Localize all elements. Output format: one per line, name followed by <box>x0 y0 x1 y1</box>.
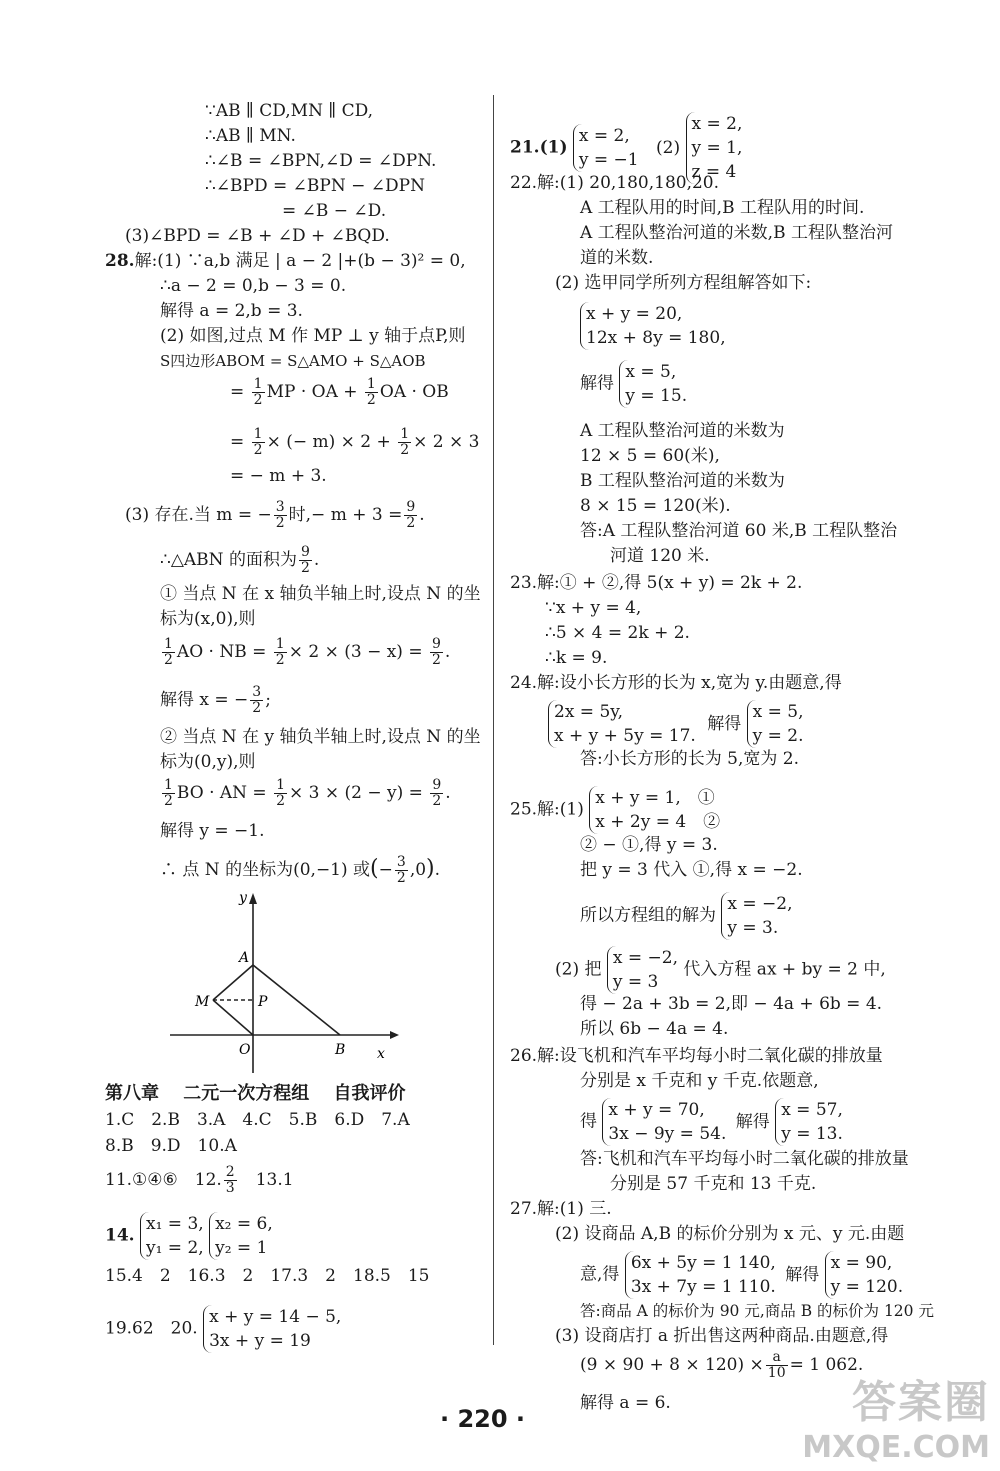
text-line: 解得 y = −1. <box>160 821 265 841</box>
text-line: 道的米数. <box>580 248 654 268</box>
formula-line: 25.解:(1) x + y = 1, ① x + 2y = 4 ② <box>510 788 721 832</box>
fraction: $\frac{9}{2}$ <box>300 544 310 576</box>
text-line: B 工程队整治河道的米数为 <box>580 471 785 491</box>
label-a: A <box>239 950 250 966</box>
fraction: $\frac{9}{2}$ <box>406 499 416 531</box>
formula-line <box>580 302 726 350</box>
fraction: $\frac{1}{2}$ <box>275 636 285 668</box>
text-line: A 工程队整治河道的米数,B 工程队整治河 <box>580 223 893 243</box>
text-line: 1.C 2.B 3.A 4.C 5.B 6.D 7.A <box>105 1110 410 1130</box>
equation-system: x = 5, y = 15. <box>619 360 687 408</box>
text-line: 得 − 2a + 3b = 2,即 − 4a + 6b = 4. <box>580 994 883 1014</box>
label-o: O <box>239 1042 251 1058</box>
text-line: 分别是 x 千克和 y 千克.依题意, <box>580 1071 819 1091</box>
text-line: 答:商品 A 的标价为 90 元,商品 B 的标价为 120 元 <box>580 1302 934 1320</box>
label-m: M <box>195 994 210 1010</box>
equation-system: x = 5, y = 2. <box>747 700 804 748</box>
formula-line: ∴ 点 N 的坐标为(0,−1) 或(− $\frac{3}{2}$ ,0). <box>160 854 441 886</box>
text-line: (2) 如图,过点 M 作 MP ⊥ y 轴于点P,则 <box>160 326 466 346</box>
text-line: 标为(0,y),则 <box>160 752 256 772</box>
fraction: $\frac{3}{2}$ <box>396 854 406 886</box>
formula-line: 解得 x = 5, y = 15. <box>580 362 688 406</box>
equation-system: x + y = 14 − 5, 3x + y = 19 <box>203 1305 341 1353</box>
fraction: $\frac{9}{2}$ <box>432 777 442 809</box>
fraction: $\frac{2}{3}$ <box>225 1164 235 1196</box>
text-line: 分别是 57 千克和 13 千克. <box>610 1174 817 1194</box>
text-line: 8.B 9.D 10.A <box>105 1136 237 1156</box>
fraction: $\frac{a}{10}$ <box>767 1349 786 1381</box>
text-line: 所以 6b − 4a = 4. <box>580 1019 729 1039</box>
text-line: 河道 120 米. <box>610 546 710 566</box>
text-line: 解:(1) ∵a,b 满足 | a − 2 |+(b − 3)² = 0, <box>134 251 466 271</box>
equation-system: x + y = 70, 3x − 9y = 54. <box>602 1098 726 1146</box>
fraction: $\frac{1}{2}$ <box>253 426 263 458</box>
equation-system: x = 57, y = 13. <box>775 1098 843 1146</box>
text-line: ∴5 × 4 = 2k + 2. <box>545 623 690 643</box>
formula-line: 得 x + y = 70, 3x − 9y = 54. 解得 x = 57, y = 13. <box>580 1100 843 1144</box>
formula-line: (9 × 90 + 8 × 120) × $\frac{a}{10}$ = 1 062. <box>580 1349 864 1381</box>
question-28 <box>105 250 466 272</box>
text-line: ∵AB ∥ CD,MN ∥ CD, <box>205 101 374 121</box>
fraction: $\frac{3}{2}$ <box>275 499 285 531</box>
text-line: ∵x + y = 4, <box>545 598 642 618</box>
text-line: ∴∠B = ∠BPN,∠D = ∠DPN. <box>205 151 437 171</box>
text-line: A 工程队用的时间,B 工程队用的时间. <box>580 198 865 218</box>
label-y: y <box>239 890 247 906</box>
formula-line: 2x = 5y, x + y + 5y = 17. 解得 x = 5, y = 2. <box>548 700 804 748</box>
equation-system: x₂ = 6, y₂ = 1 <box>209 1212 273 1260</box>
label-x: x <box>377 1046 385 1062</box>
text-line: ∴AB ∥ MN. <box>205 126 296 146</box>
equation-system: 6x + 5y = 1 140, 3x + 7y = 1 110. <box>625 1251 776 1299</box>
text-line: 答:A 工程队整治河道 60 米,B 工程队整治 <box>580 521 898 541</box>
coordinate-figure <box>165 888 405 1078</box>
formula-line: 11.①④⑥ 12. $\frac{2}{3}$ 13.1 <box>105 1164 294 1196</box>
text-line: 23.解:① + ②,得 5(x + y) = 2k + 2. <box>510 573 803 593</box>
column-divider <box>493 95 494 1345</box>
text-line: = − m + 3. <box>230 466 327 486</box>
equation-system: x = 2, y = −1 <box>573 124 639 172</box>
formula-line: 意,得 6x + 5y = 1 140, 3x + 7y = 1 110. 解得 x = 90, y = 120. <box>580 1253 904 1297</box>
equation-system: x + y = 20, 12x + 8y = 180, <box>580 302 726 350</box>
text-line: 解得 a = 2,b = 3. <box>160 301 303 321</box>
fraction: $\frac{1}{2}$ <box>164 777 173 809</box>
fraction: $\frac{3}{2}$ <box>252 684 262 716</box>
formula-line: ∴△ABN 的面积为 $\frac{9}{2}$ . <box>160 544 320 576</box>
formula-line: 所以方程组的解为 x = −2, y = 3. <box>580 894 793 938</box>
text-line: (2) 设商品 A,B 的标价分别为 x 元、y 元.由题 <box>555 1224 905 1244</box>
question-number: 28. <box>105 251 135 271</box>
fraction: $\frac{1}{2}$ <box>400 426 410 458</box>
text-line: (3)∠BPD = ∠B + ∠D + ∠BQD. <box>125 226 390 246</box>
text-line: 22.解:(1) 20,180,180,20. <box>510 173 720 193</box>
formula-line: (2) 把 x = −2, y = 3 代入方程 ax + by = 2 中, <box>555 948 886 992</box>
formula-line: $\frac{1}{2}$ BO · AN = $\frac{1}{2}$ × 3 × (2 − y) = $\frac{9}{2}$ . <box>164 777 451 809</box>
text-line: 标为(x,0),则 <box>160 609 256 629</box>
text-line: = ∠B − ∠D. <box>282 201 387 221</box>
text-line: ∴a − 2 = 0,b − 3 = 0. <box>160 276 347 296</box>
equation-system: x₁ = 3, y₁ = 2, <box>140 1212 204 1260</box>
text-line: 15.4 2 16.3 2 17.3 2 18.5 15 <box>105 1266 430 1286</box>
chapter-heading: 第八章 二元一次方程组 自我评价 <box>105 1083 406 1104</box>
text-line: ∴k = 9. <box>545 648 608 668</box>
text-line: 答:飞机和汽车平均每小时二氧化碳的排放量 <box>580 1149 909 1169</box>
segment-am <box>213 965 253 1000</box>
x-axis-arrow <box>390 1031 399 1039</box>
text-line: A 工程队整治河道的米数为 <box>580 421 785 441</box>
text-line: 26.解:设飞机和汽车平均每小时二氧化碳的排放量 <box>510 1046 883 1066</box>
formula-line: = $\frac{1}{2}$ × (− m) × 2 + $\frac{1}{2}$ × 2 × 3 <box>230 426 480 458</box>
equation-system: x = −2, y = 3 <box>607 946 678 994</box>
text-line: 24.解:设小长方形的长为 x,宽为 y.由题意,得 <box>510 673 842 693</box>
watermark-logo: 答案圈 MXQE.COM <box>802 1377 990 1465</box>
equation-system: x = 90, y = 120. <box>825 1251 904 1299</box>
text-line: 12 × 5 = 60(米), <box>580 446 720 466</box>
fraction: $\frac{1}{2}$ <box>276 777 286 809</box>
segment-mo <box>213 1000 253 1035</box>
text-line: S四边形ABOM = S△AMO + S△AOB <box>160 352 426 370</box>
formula-line: = $\frac{1}{2}$ MP · OA + $\frac{1}{2}$ OA · OB <box>230 376 449 408</box>
fraction: $\frac{1}{2}$ <box>164 636 173 668</box>
label-b: B <box>335 1042 346 1058</box>
y-axis-arrow <box>249 893 257 904</box>
formula-line: (3) 存在.当 m = − $\frac{3}{2}$ 时,− m + 3 = $\frac{9}{2}$ . <box>125 499 425 531</box>
text-line: ∴∠BPD = ∠BPN − ∠DPN <box>205 176 425 196</box>
equation-system: 2x = 5y, x + y + 5y = 17. <box>548 700 696 748</box>
equation-system: x = −2, y = 3. <box>721 892 792 940</box>
fraction: $\frac{1}{2}$ <box>366 376 376 408</box>
formula-line: 19.62 20. x + y = 14 − 5, 3x + y = 19 <box>105 1307 342 1351</box>
fraction: $\frac{9}{2}$ <box>432 636 441 668</box>
equation-system: x + y = 1, ① x + 2y = 4 ② <box>589 786 720 834</box>
text-line: ① 当点 N 在 x 轴负半轴上时,设点 N 的坐 <box>160 584 481 604</box>
formula-line: 14. x₁ = 3, y₁ = 2, x₂ = 6, y₂ = 1 <box>105 1214 273 1258</box>
text-line: ② 当点 N 在 y 轴负半轴上时,设点 N 的坐 <box>160 727 481 747</box>
label-p: P <box>258 994 268 1010</box>
text-line: (3) 设商店打 a 折出售这两种商品.由题意,得 <box>555 1326 889 1346</box>
equation-system: x = 2, y = 1, z = 4 <box>686 112 743 184</box>
text-line: ② − ①,得 y = 3. <box>580 835 718 855</box>
text-line: 解得 a = 6. <box>580 1393 671 1413</box>
text-line: (2) 选甲同学所列方程组解答如下: <box>555 273 812 293</box>
text-line: 答:小长方形的长为 5,宽为 2. <box>580 749 799 769</box>
text-line: 27.解:(1) 三. <box>510 1199 612 1219</box>
page-number: · 220 · <box>440 1405 526 1433</box>
text-line: 把 y = 3 代入 ①,得 x = −2. <box>580 860 803 880</box>
fraction: $\frac{1}{2}$ <box>253 376 263 408</box>
question-21: 21.(1) x = 2, y = −1 (2) x = 2, y = 1, z = 4 <box>510 114 743 182</box>
text-line: 8 × 15 = 120(米). <box>580 496 731 516</box>
formula-line: $\frac{1}{2}$ AO · NB = $\frac{1}{2}$ × 2 × (3 − x) = $\frac{9}{2}$ . <box>164 636 451 668</box>
formula-line: 解得 x = − $\frac{3}{2}$ ; <box>160 684 271 716</box>
